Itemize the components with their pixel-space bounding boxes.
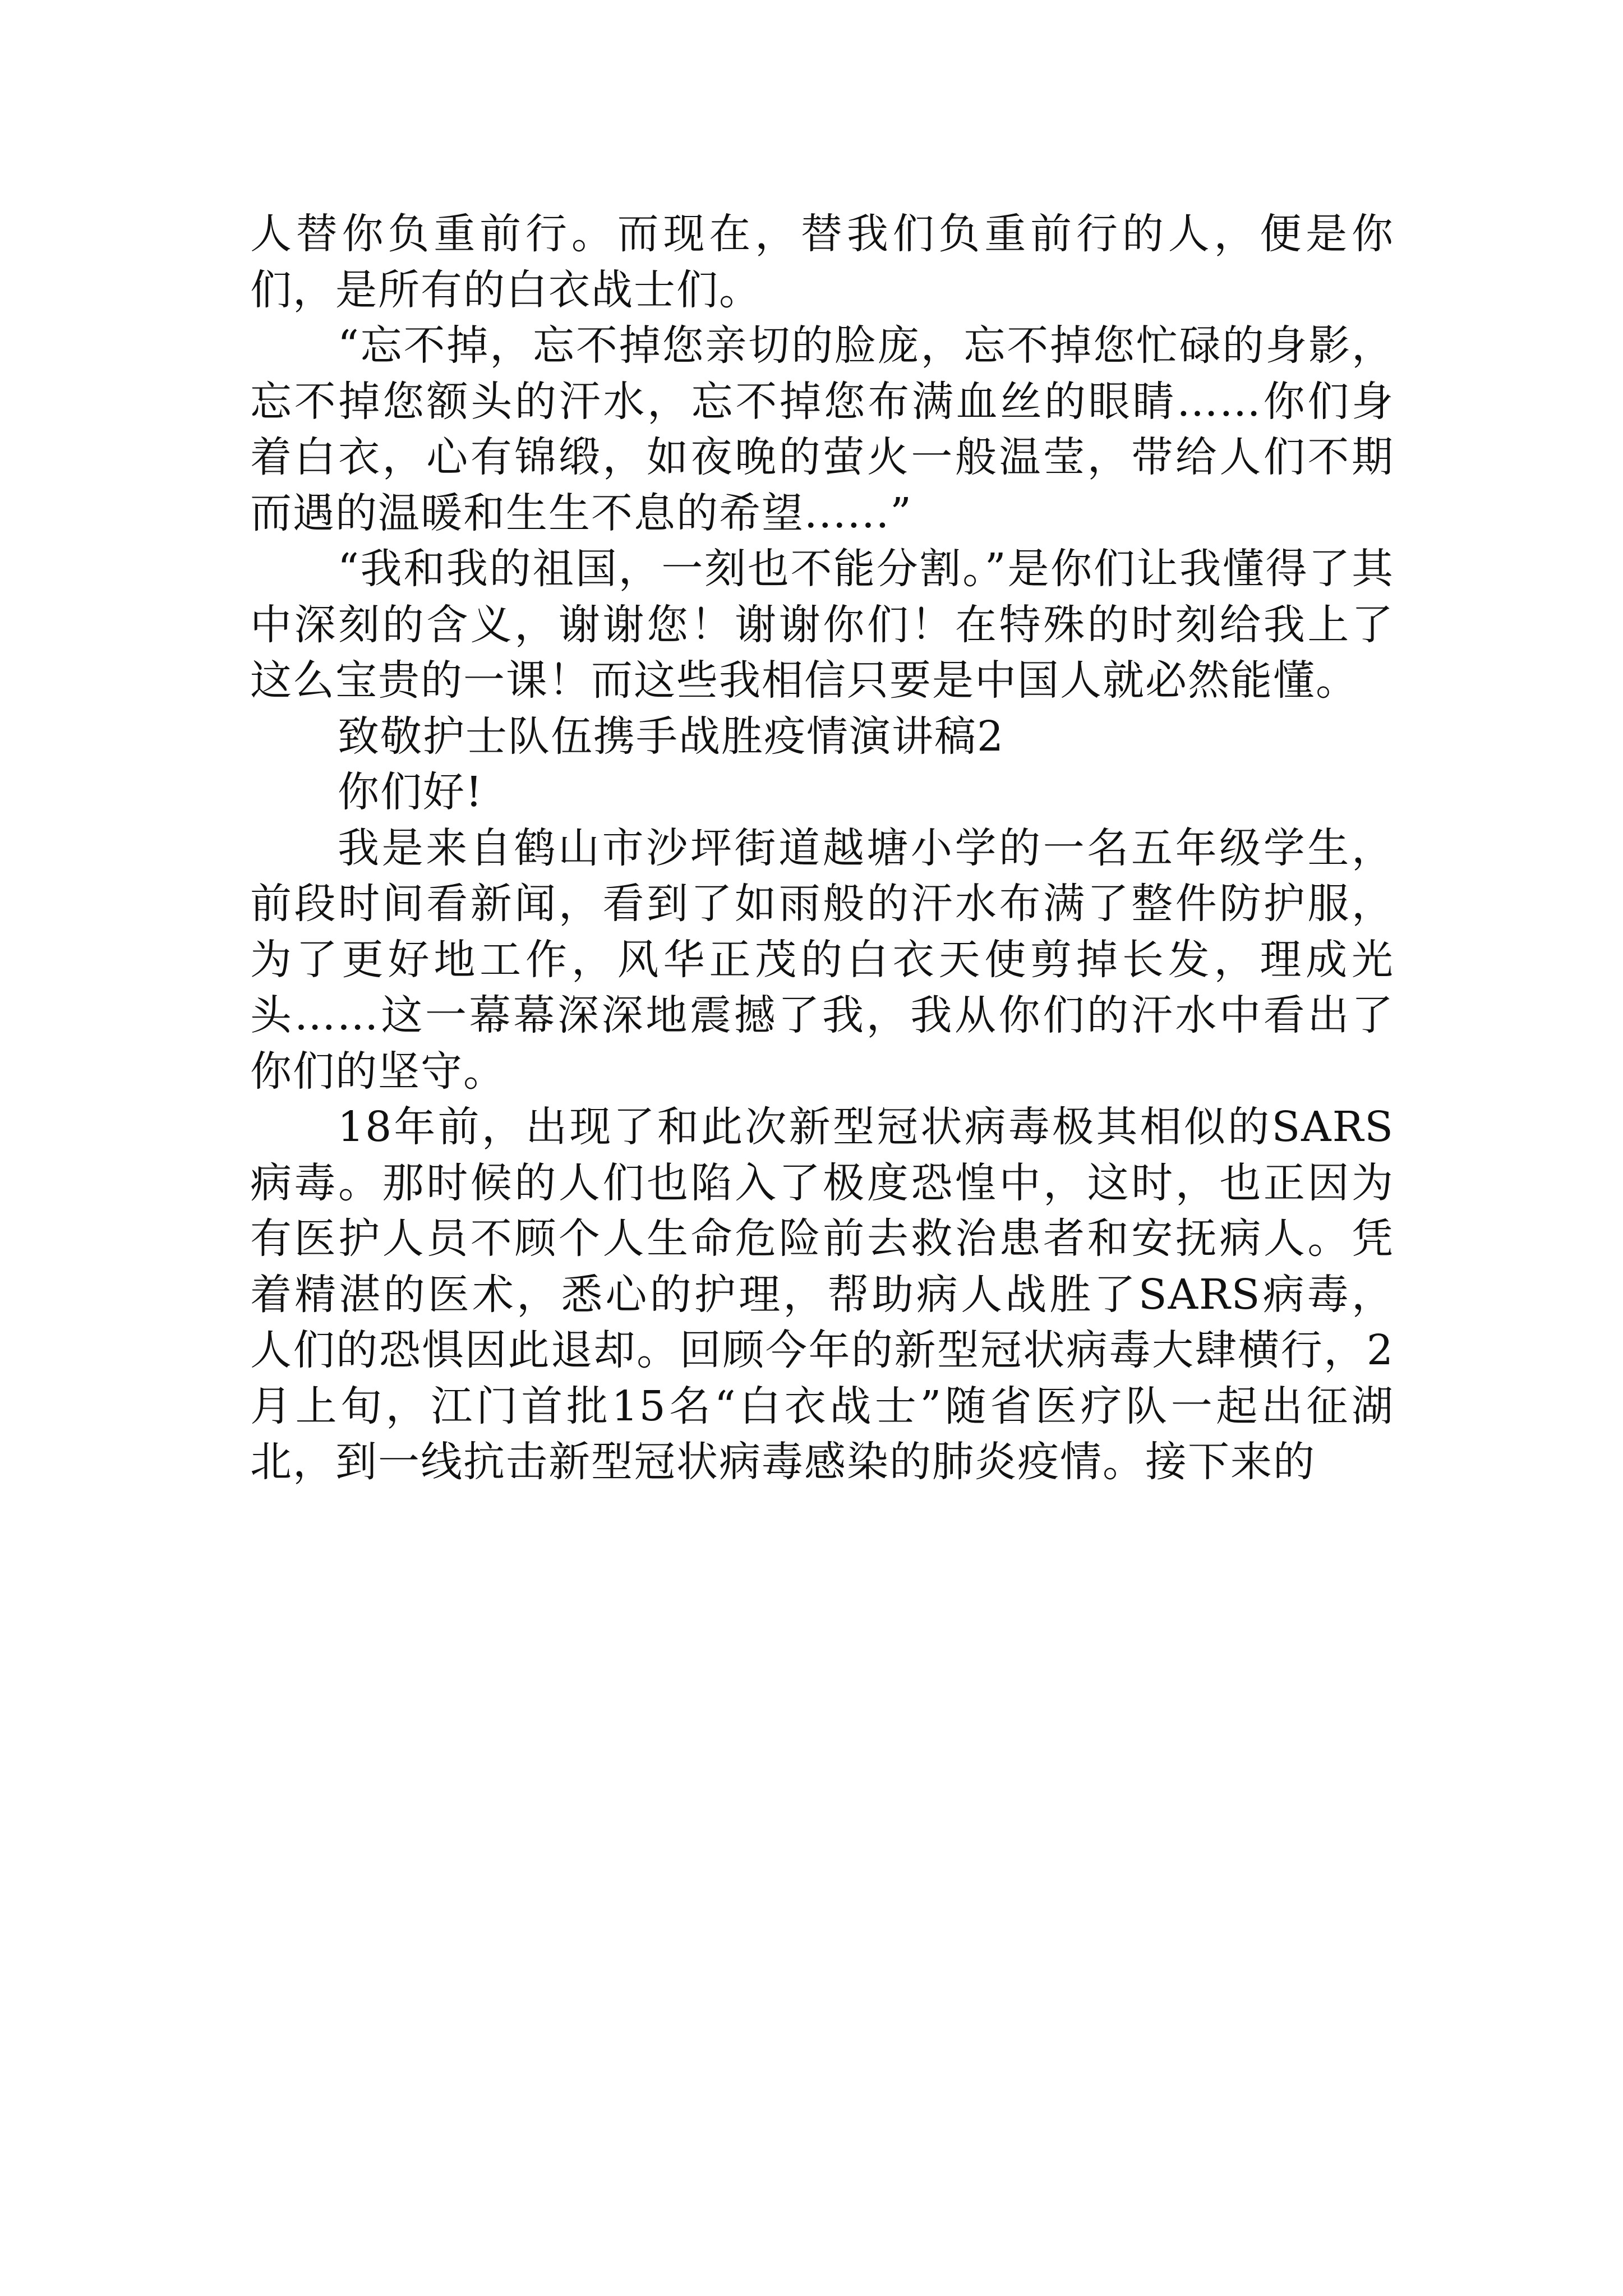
paragraph-student-intro: 我是来自鹤山市沙坪街道越塘小学的一名五年级学生，前段时间看新闻，看到了如雨般的汗水布满了整件防护服，为了更好地工作，风华正茂的白衣天使剪掉长发，理成光头……这一幕幕深深地震撼了我，我从你们的汗水中看出了你们的坚守。 xyxy=(250,823,1394,1096)
paragraph-continuation: 人替你负重前行。而现在，替我们负重前行的人，便是你们，是所有的白衣战士们。 xyxy=(250,210,1394,314)
greeting: 你们好! xyxy=(338,768,483,816)
section-title: 致敬护士队伍携手战胜疫情演讲稿2 xyxy=(338,712,1005,761)
paragraph-quote-remember: “忘不掉，忘不掉您亲切的脸庞，忘不掉您忙碌的身影，忘不掉您额头的汗水，忘不掉您布满血丝的眼睛……你们身着白衣，心有锦缎，如夜晚的萤火一般温莹，带给人们不期而遇的温暖和生生不息的希望......” xyxy=(250,321,1394,537)
document-body xyxy=(250,206,1394,1490)
paragraph-quote-motherland: “我和我的祖国，一刻也不能分割。”是你们让我懂得了其中深刻的含义，谢谢您！谢谢你们！在特殊的时刻给我上了这么宝贵的一课！而这些我相信只要是中国人就必然能懂。 xyxy=(250,545,1394,705)
paragraph-sars-history: 18年前，出现了和此次新型冠状病毒极其相似的SARS病毒。那时候的人们也陷入了极度恐惶中，这时，也正因为有医护人员不顾个人生命危险前去救治患者和安抚病人。凭着精湛的医术，悉心的护理，帮助病人战胜了SARS病毒，人们的恐惧因此退却。回顾今年的新型冠状病毒大肆横行，2月上旬，江门首批15名“白衣战士”随省医疗队一起出征湖北，到一线抗击新型冠状病毒感染的肺炎疫情。接下来的 xyxy=(250,1103,1394,1486)
